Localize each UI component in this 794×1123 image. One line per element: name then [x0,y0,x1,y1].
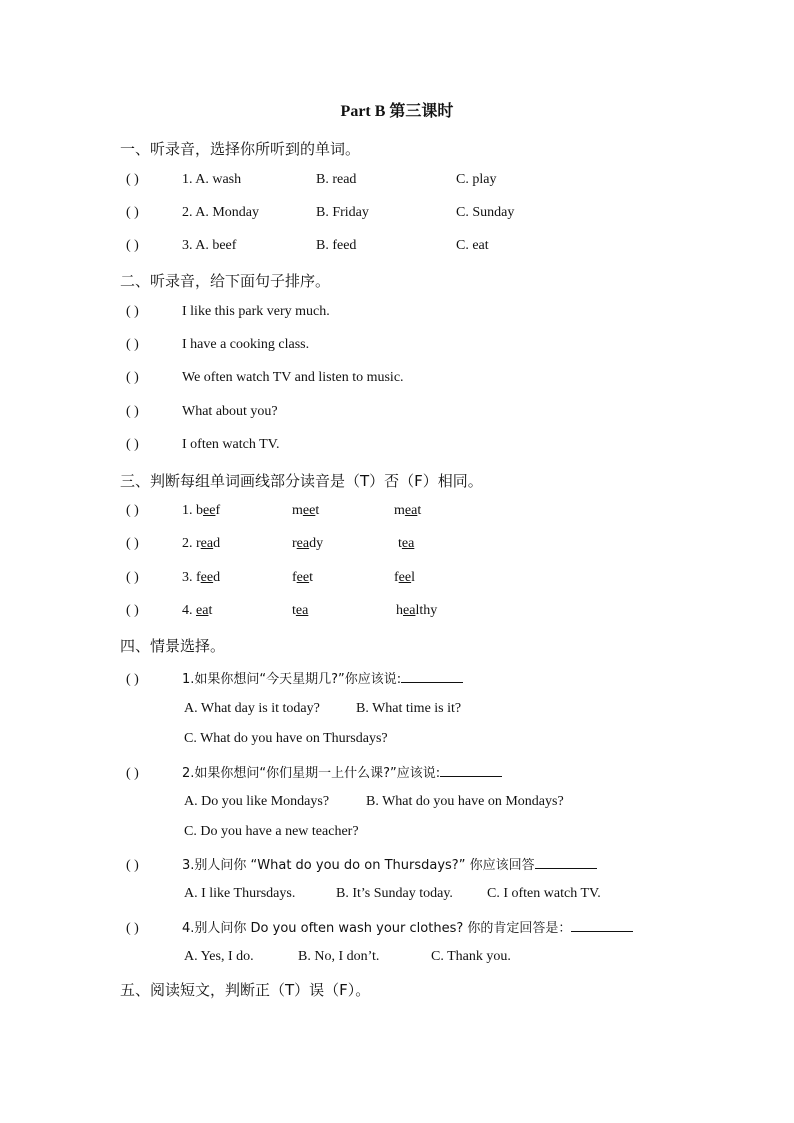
answer-blank[interactable]: ( ) [126,766,139,781]
section1-heading: 一、听录音，选择你所听到的单词。 [120,140,361,158]
fill-blank[interactable] [401,670,463,683]
section5-heading: 五、阅读短文，判断正（T）误（F）。 [120,981,371,999]
option-b: B. Friday [316,205,369,220]
option-a: A. I like Thursdays. [184,886,296,901]
option-a: 1. A. wash [182,172,242,187]
section3-heading: 三、判断每组单词画线部分读音是（T）否（F）相同。 [120,472,483,490]
sentence: I like this park very much. [182,304,330,319]
question-4 [126,917,633,937]
answer-blank[interactable]: ( ) [126,370,139,385]
option-c: C. Do you have a new teacher? [184,824,359,839]
list-item [126,370,404,386]
question-text: 1.如果你想问“今天星期几?”你应该说: [182,672,402,687]
question-2 [126,762,502,782]
option-c: C. I often watch TV. [487,886,601,901]
word-3: meat [394,503,422,518]
option-a: A. What day is it today? [184,701,320,716]
option-b: B. It’s Sunday today. [336,886,453,901]
list-item [126,404,278,420]
word-2: meet [292,503,320,518]
answer-blank[interactable]: ( ) [126,603,139,618]
answer-blank[interactable]: ( ) [126,404,139,419]
answer-blank[interactable]: ( ) [126,238,139,253]
list-item [126,437,279,453]
answer-blank[interactable]: ( ) [126,672,139,687]
word-1: 4. eat [182,603,213,618]
option-c: C. Thank you. [431,949,511,964]
question-text: 4.别人问你 Do you often wash your clothes? 你的肯定回答是： [182,921,572,936]
answer-blank[interactable]: ( ) [126,858,139,873]
answer-blank[interactable]: ( ) [126,536,139,551]
section2-heading: 二、听录音，给下面句子排序。 [120,272,331,290]
option-c: C. eat [456,238,489,253]
fill-blank[interactable] [571,919,633,932]
answer-blank[interactable]: ( ) [126,337,139,352]
question-1 [126,668,463,688]
option-c: C. What do you have on Thursdays? [184,731,388,746]
option-b: B. read [316,172,357,187]
list-item [126,205,515,221]
sentence: I have a cooking class. [182,337,310,352]
section4-heading: 四、情景选择。 [120,637,226,655]
option-c: C. play [456,172,497,187]
question-3 [126,854,597,874]
word-1: 2. read [182,536,221,551]
word-3: tea [398,536,415,551]
word-3: healthy [396,603,438,618]
answer-blank[interactable]: ( ) [126,172,139,187]
answer-blank[interactable]: ( ) [126,503,139,518]
option-b: B. feed [316,238,357,253]
fill-blank[interactable] [535,856,597,869]
word-2: tea [292,603,309,618]
fill-blank[interactable] [440,764,502,777]
sentence: What about you? [182,404,278,419]
list-item [126,603,438,619]
question-text: 2.如果你想问“你们星期一上什么课?”应该说: [182,766,441,781]
list-item [126,304,330,320]
option-b: B. What do you have on Mondays? [366,794,564,809]
list-item [126,536,415,552]
option-c: C. Sunday [456,205,515,220]
list-item [126,172,497,188]
sentence: We often watch TV and listen to music. [182,370,404,385]
option-b: B. What time is it? [356,701,462,716]
answer-blank[interactable]: ( ) [126,205,139,220]
word-2: feet [292,570,313,585]
list-item [126,238,489,254]
list-item [126,337,309,353]
word-1: 1. beef [182,503,221,518]
list-item [126,570,415,586]
option-a: 3. A. beef [182,238,237,253]
answer-blank[interactable]: ( ) [126,304,139,319]
word-3: feel [394,570,415,585]
page-title: Part B 第三课时 [340,103,454,120]
list-item [126,503,422,519]
option-a: 2. A. Monday [182,205,259,220]
question-text: 3.别人问你 “What do you do on Thursdays?” 你应该回答 [182,858,535,873]
answer-blank[interactable]: ( ) [126,437,139,452]
answer-blank[interactable]: ( ) [126,570,139,585]
word-2: ready [292,536,324,551]
sentence: I often watch TV. [182,437,280,452]
option-a: A. Do you like Mondays? [184,794,330,809]
answer-blank[interactable]: ( ) [126,921,139,936]
option-b: B. No, I don’t. [298,949,380,964]
word-1: 3. feed [182,570,221,585]
option-a: A. Yes, I do. [184,949,254,964]
